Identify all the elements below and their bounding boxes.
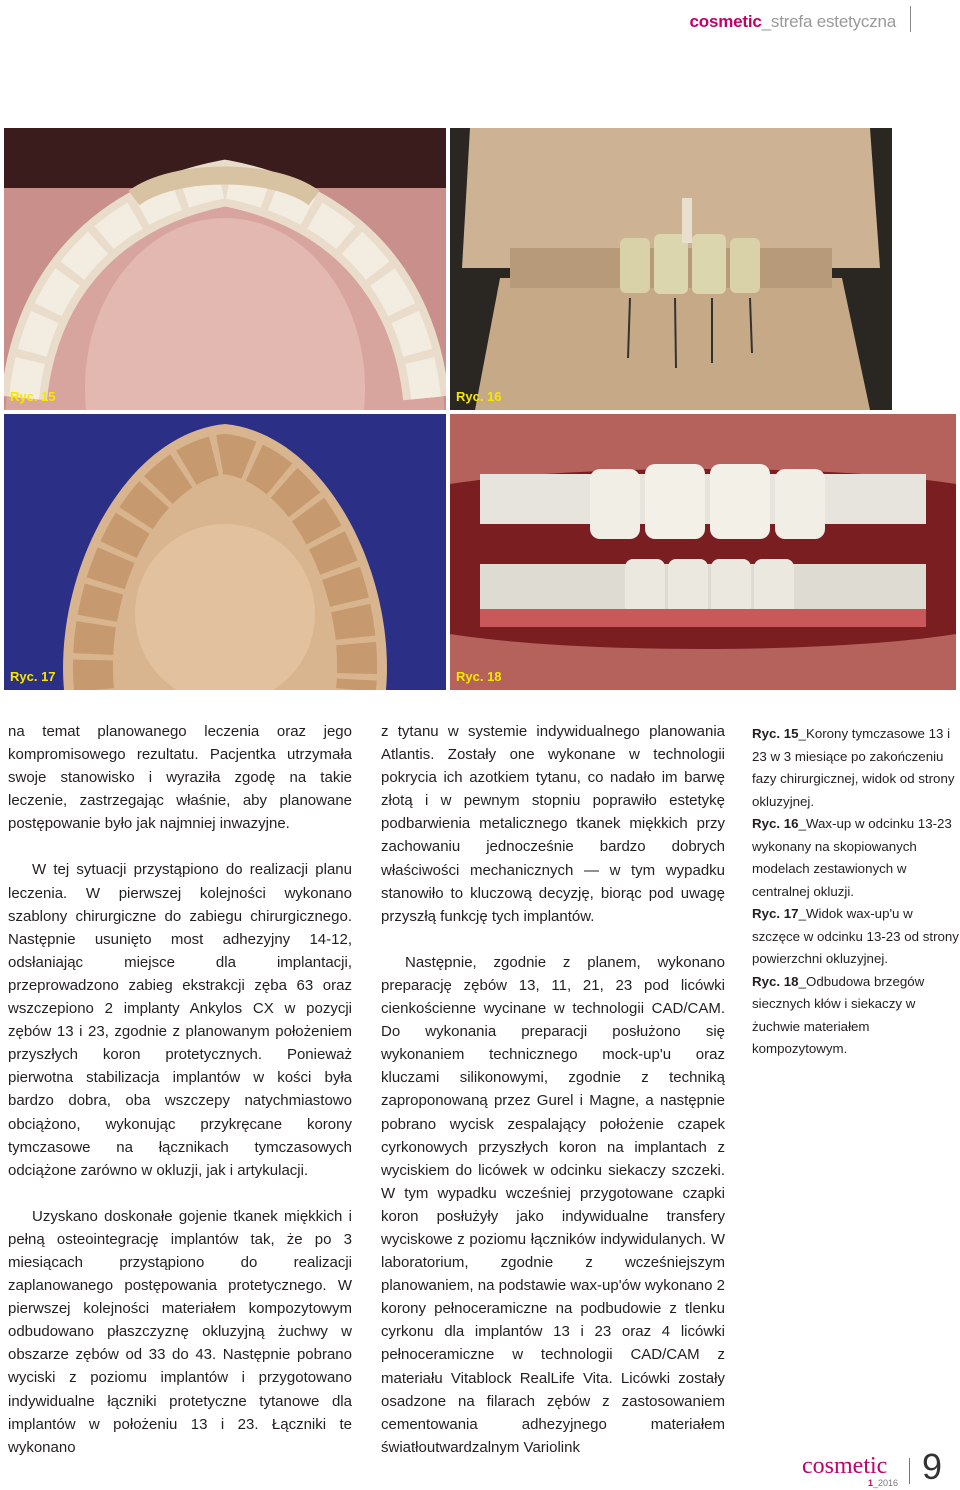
caption-15 — [752, 723, 960, 813]
issue-number — [868, 1478, 898, 1488]
caption-16 — [752, 813, 960, 903]
caption-number: Ryc. 18 — [752, 973, 799, 989]
figure-16-photo — [450, 128, 892, 410]
figure-label: Ryc. 15 — [10, 389, 56, 404]
page-header — [690, 12, 896, 32]
caption-text: _Korony tymczasowe 13 i 23 w 3 miesiące po zakończeniu fazy chirurgicznej, widok od strony okluzyjnej. — [752, 726, 955, 809]
paragraph: Uzyskano doskonałe gojenie tkanek miękkich i pełną osteointegrację implantów tak, że po 3 miesiącach przystąpiono do realizacji zaplanowanego postępowania protetycznego. W pierwszej kolejności materiałem kompozytowym odbudowano płaszczyznę okluzyjną żuchwy w obszarze zębów od 33 do 43. Następnie pobrano wyciski z poziomu implantów i przygotowano indywidualne łączniki protetyczne tytanowe dla implantów w położeniu 13 i 23. Łączniki te wykonano — [8, 1207, 352, 1456]
figure-15-photo — [4, 128, 446, 410]
issue-year: _2016 — [873, 1478, 899, 1488]
figure-18-photo — [450, 414, 956, 690]
text-column-2 — [381, 720, 725, 1482]
caption-text: _Odbudowa brzegów siecznych kłów i siekaczy w żuchwie materiałem kompozytowym. — [752, 973, 925, 1056]
figure-17-photo — [4, 414, 446, 690]
text-column-1 — [8, 720, 352, 1482]
figure-captions — [752, 723, 960, 1061]
caption-18 — [752, 971, 960, 1061]
paragraph: na temat planowanego leczenia oraz jego kompromisowego rezultatu. Pacjentka utrzymała swoje stanowisko i wyraziła zgodę na takie leczenie, zastrzegając właśnie, aby planowane postępowanie było jak najmniej inwazyjne. — [8, 723, 352, 833]
paragraph: W tej sytuacji przystąpiono do realizacji planu leczenia. W pierwszej kolejności wykonano szablony chirurgiczne do zabiegu chirurgicznego. Następnie usunięto most adhezyjny 14-12, odsłaniając miejsce dla implantacji, przeprowadzono zabieg ekstrakcji zęba 63 oraz wszczepiono 2 implanty Ankylos CX w pozycji zębów 13 i 23, zgodnie z planowanym położeniem przyszłych koron protetycznych. Ponieważ pierwotna stabilizacja implantów w kości była bardzo dobra, oba wszczepy natychmiastowo obciążono, wykonując przykręcane korony tymczasowe na łącznikach tymczasowych odciążone zarówno w okluzji, jak i artykulacji. — [8, 861, 352, 1179]
caption-number: Ryc. 16 — [752, 816, 799, 831]
figure-label: Ryc. 16 — [456, 389, 502, 404]
figure-label: Ryc. 18 — [456, 669, 502, 684]
figure-label: Ryc. 17 — [10, 669, 56, 684]
page-number: 9 — [922, 1446, 943, 1487]
paragraph: z tytanu w systemie indywidualnego planowania Atlantis. Zostały one wykonane w technologii pokrycia ich azotkiem tytanu, co nadało im barwę złotą i w pewnym stopniu poprawiło estetykę podbarwienia metalicznego tkanek miękkich przy zachowaniu jednocześnie bardzo dobrych właściwości mechanicznych — w tym wypadku stanowiło to kluczową decyzję, biorąc pod uwagę przyszłą funkcję tych implantów. — [381, 723, 725, 925]
section-name: _strefa estetyczna — [761, 12, 896, 31]
magazine-brand: cosmetic — [689, 12, 762, 31]
caption-text: _Widok wax-up'u w szczęce w odcinku 13-23 od strony powierzchni okluzyjnej. — [752, 906, 959, 966]
paragraph: Następnie, zgodnie z planem, wykonano preparację zębów 13, 11, 21, 23 pod licówki cienkościenne wycinane w technologii CAD/CAM. Do wykonania preparacji posłużono się wykonaniem technicznego mock-up'u oraz kluczami silikonowymi, zgodnie z techniką zaproponowaną przez Gurel i Magne, a następnie pobrano wycisk zespalający położenie czapek cyrkonowych przyszłych koron na implantach z wyciskiem do licówek w odcinku siekaczy szczeki. W tym wypadku wcześniej przygotowane czapki koron posłużyły jako indywidualne transfery wyciskowe z poziomu łączników indywidulanych. W laboratorium, zgodnie z wcześniejszym planowaniem, na podstawie wax-up'ów wykonano 2 korony pełnoceramiczne na podbudowie z tlenku cyrkonu dla implantów 13 i 23 oraz 4 licówki pełnoceramiczne w technologii CAD/CAM z materiału Vitablock RealLife Vita. Licówki zostały osadzone na filarach zębów z zastosowaniem cementowania adhezyjnego materiałem światłoutwardzalnym Variolink — [381, 953, 725, 1456]
caption-number: Ryc. 15 — [752, 726, 799, 741]
caption-text: _Wax-up w odcinku 13-23 wykonany na skopiowanych modelach zestawionych w centralnej okluzji. — [752, 816, 952, 899]
footer-divider — [909, 1458, 910, 1484]
caption-number: Ryc. 17 — [752, 906, 799, 921]
issue-num: 1 — [868, 1478, 874, 1488]
header-divider — [910, 6, 911, 32]
footer-brand: cosmetic — [802, 1453, 888, 1479]
caption-17 — [752, 903, 960, 971]
